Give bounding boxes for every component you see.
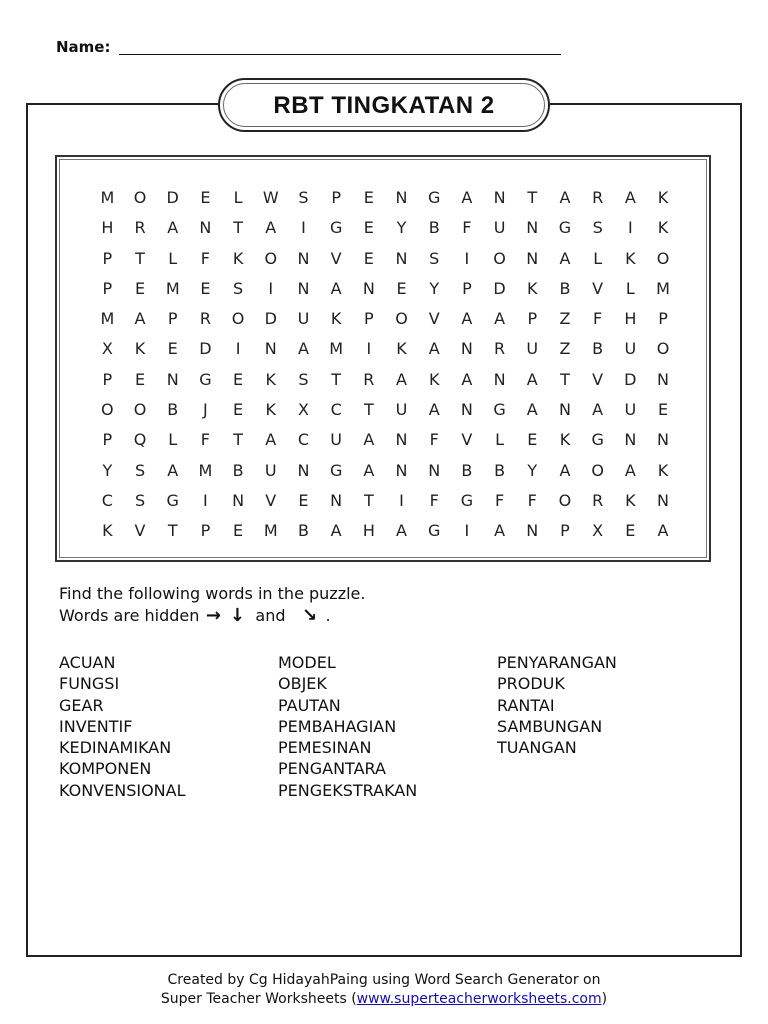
grid-letter: N xyxy=(558,400,571,420)
grid-letter: C xyxy=(330,400,342,420)
grid-letter: O xyxy=(493,248,506,268)
grid-letter: U xyxy=(493,218,506,238)
grid-letter: F xyxy=(200,248,210,268)
grid-letter: N xyxy=(199,218,212,238)
grid-letter: L xyxy=(168,430,178,450)
grid-letter: I xyxy=(268,278,274,298)
grid-letter: N xyxy=(297,248,310,268)
grid-letter: G xyxy=(428,188,441,207)
grid-letter: E xyxy=(527,430,538,450)
grid-letter: E xyxy=(363,248,374,268)
name-line xyxy=(119,54,561,55)
grid-letter: A xyxy=(167,218,179,238)
grid-letter: T xyxy=(527,188,538,207)
grid-letter: M xyxy=(100,188,115,207)
grid-letter: G xyxy=(493,400,506,420)
grid-letter: P xyxy=(364,309,374,329)
grid-letter: P xyxy=(102,278,113,298)
grid-letter: A xyxy=(657,521,669,541)
grid-letter: F xyxy=(494,490,505,510)
grid-letter: Z xyxy=(559,309,571,329)
grid-letter: R xyxy=(592,188,604,207)
grid-letter: Z xyxy=(559,339,571,359)
word-list-item: MODEL xyxy=(278,653,336,672)
grid-letter: A xyxy=(265,430,277,450)
grid-letter: E xyxy=(233,369,244,389)
word-search-grid xyxy=(91,183,679,547)
grid-letter: R xyxy=(134,218,146,238)
grid-letter: K xyxy=(265,400,277,420)
grid-letter: I xyxy=(203,490,208,510)
grid-letter: N xyxy=(526,248,539,268)
grid-row xyxy=(91,334,679,364)
grid-letter: R xyxy=(363,369,375,389)
grid-letter: J xyxy=(203,400,208,420)
word-list-item: PEMESINAN xyxy=(278,738,372,758)
grid-letter: A xyxy=(494,309,506,329)
grid-letter: K xyxy=(657,188,669,207)
grid-letter: O xyxy=(656,339,670,359)
grid-letter: B xyxy=(494,460,506,480)
grid-letter: T xyxy=(135,248,145,268)
grid-letter: I xyxy=(627,218,633,238)
grid-letter: U xyxy=(297,309,310,329)
grid-letter: B xyxy=(232,460,244,480)
grid-letter: D xyxy=(166,188,179,207)
grid-letter: K xyxy=(657,218,669,238)
grid-letter: G xyxy=(329,460,343,480)
grid-letter: F xyxy=(527,490,537,510)
grid-letter: N xyxy=(395,430,408,450)
grid-letter: L xyxy=(168,248,178,268)
word-list-item: PENGANTARA xyxy=(278,759,386,779)
grid-letter: N xyxy=(460,339,473,359)
grid-letter: F xyxy=(429,490,439,510)
grid-letter: Q xyxy=(133,430,147,450)
grid-letter: V xyxy=(592,369,604,389)
grid-letter: N xyxy=(232,490,245,510)
grid-letter: X xyxy=(101,339,113,359)
grid-letter: R xyxy=(199,309,211,329)
grid-letter: O xyxy=(231,309,245,329)
arrow-diagonal-icon: ↘ xyxy=(301,605,318,626)
grid-letter: N xyxy=(493,188,506,207)
grid-letter: B xyxy=(167,400,179,420)
grid-letter: N xyxy=(362,278,375,298)
grid-letter: G xyxy=(558,218,572,238)
word-list-item: FUNGSI xyxy=(59,674,120,694)
grid-letter: T xyxy=(560,369,570,389)
grid-letter: L xyxy=(233,188,243,207)
grid-letter: P xyxy=(102,369,113,389)
grid-letter: U xyxy=(624,339,637,359)
grid-letter: U xyxy=(395,400,408,420)
grid-letter: K xyxy=(134,339,146,359)
word-list-item: ACUAN xyxy=(59,653,116,672)
grid-letter: E xyxy=(625,521,636,541)
grid-letter: L xyxy=(593,248,603,268)
grid-letter: A xyxy=(134,309,146,329)
grid-letter: E xyxy=(363,218,374,238)
grid-letter: N xyxy=(297,460,310,480)
grid-letter: N xyxy=(264,339,277,359)
grid-letter: Y xyxy=(429,278,440,298)
grid-letter: A xyxy=(526,400,538,420)
grid-letter: V xyxy=(592,278,604,298)
grid-letter: A xyxy=(494,521,506,541)
grid-letter: N xyxy=(428,460,441,480)
grid-letter: K xyxy=(559,430,571,450)
grid-letter: A xyxy=(559,248,571,268)
grid-letter: E xyxy=(134,278,146,298)
grid-letter: P xyxy=(462,278,472,298)
grid-letter: I xyxy=(464,248,470,268)
grid-letter: L xyxy=(625,278,635,298)
word-list-item: KOMPONEN xyxy=(59,759,152,779)
grid-letter: O xyxy=(591,460,604,480)
title-banner xyxy=(218,78,550,132)
grid-letter: K xyxy=(396,339,407,359)
grid-letter: S xyxy=(429,248,440,268)
grid-letter: U xyxy=(330,430,343,450)
grid-letter: B xyxy=(297,521,309,541)
grid-letter: S xyxy=(298,188,309,207)
grid-row xyxy=(91,516,679,546)
grid-letter: N xyxy=(330,490,343,510)
grid-letter: P xyxy=(102,248,113,268)
grid-letter: A xyxy=(559,188,571,207)
grid-letter: H xyxy=(101,218,114,238)
grid-letter: A xyxy=(428,400,440,420)
grid-letter: W xyxy=(262,188,279,207)
grid-letter: U xyxy=(624,400,637,420)
grid-letter: E xyxy=(396,278,407,298)
grid-letter: A xyxy=(297,339,309,359)
word-list-item: KONVENSIONAL xyxy=(59,780,186,800)
grid-letter: N xyxy=(657,490,670,510)
word-list-item: PAUTAN xyxy=(278,695,341,715)
grid-letter: G xyxy=(428,521,441,541)
word-list-column-2 xyxy=(278,652,417,801)
grid-letter: N xyxy=(657,430,670,450)
grid-letter: O xyxy=(264,248,278,268)
grid-letter: T xyxy=(331,369,342,389)
grid-letter: F xyxy=(200,430,210,450)
grid-letter: A xyxy=(396,521,407,541)
grid-letter: K xyxy=(102,521,113,541)
footer-credit: Created by Cg HidayahPaing using Word Search Generator on xyxy=(167,972,601,988)
grid-letter: E xyxy=(657,400,669,420)
grid-letter: K xyxy=(527,278,538,298)
grid-row xyxy=(91,213,679,243)
grid-letter: V xyxy=(330,248,342,268)
grid-letter: V xyxy=(428,309,440,329)
grid-letter: N xyxy=(395,460,408,480)
grid-letter: V xyxy=(265,490,277,510)
grid-letter: A xyxy=(428,339,440,359)
grid-letter: U xyxy=(526,339,539,359)
grid-letter: N xyxy=(460,400,473,420)
grid-letter: I xyxy=(366,339,372,359)
grid-row xyxy=(91,425,679,455)
word-list-item: INVENTIF xyxy=(59,716,133,736)
grid-letter: A xyxy=(461,188,473,207)
grid-letter: N xyxy=(526,218,539,238)
grid-row xyxy=(91,486,679,516)
grid-letter: C xyxy=(101,490,113,510)
grid-letter: A xyxy=(396,369,407,389)
grid-letter: M xyxy=(100,309,115,329)
grid-letter: A xyxy=(559,460,571,480)
grid-letter: I xyxy=(235,339,241,359)
grid-row xyxy=(91,456,679,486)
word-list-item: SAMBUNGAN xyxy=(497,716,603,736)
grid-row xyxy=(91,304,679,334)
word-list-item: PEMBAHAGIAN xyxy=(278,716,397,736)
grid-letter: A xyxy=(624,460,636,480)
grid-letter: N xyxy=(657,369,670,389)
grid-letter: E xyxy=(233,521,244,541)
grid-letter: N xyxy=(297,278,310,298)
word-list-item: GEAR xyxy=(59,695,104,715)
grid-letter: N xyxy=(493,369,506,389)
grid-letter: X xyxy=(592,521,604,541)
grid-letter: F xyxy=(593,309,603,329)
grid-letter: G xyxy=(591,430,604,450)
grid-letter: P xyxy=(527,309,538,329)
worksheet-title: RBT TINGKATAN 2 xyxy=(273,92,495,119)
grid-letter: N xyxy=(166,369,179,389)
grid-letter: G xyxy=(199,369,212,389)
grid-letter: X xyxy=(297,400,309,420)
name-label: Name: xyxy=(56,38,111,56)
word-list-item: PENGEKSTRAKAN xyxy=(278,780,418,800)
grid-letter: E xyxy=(233,400,244,420)
grid-letter: R xyxy=(494,339,506,359)
grid-letter: S xyxy=(298,369,309,389)
grid-letter: T xyxy=(233,218,243,238)
grid-letter: A xyxy=(624,188,636,207)
grid-letter: B xyxy=(559,278,571,298)
grid-letter: N xyxy=(624,430,637,450)
grid-letter: Y xyxy=(527,460,538,480)
grid-letter: D xyxy=(624,369,637,389)
grid-letter: G xyxy=(166,490,179,510)
grid-letter: S xyxy=(134,490,146,510)
grid-row xyxy=(91,395,679,425)
grid-letter: K xyxy=(232,248,244,268)
grid-letter: P xyxy=(167,309,178,329)
grid-letter: B xyxy=(592,339,604,359)
grid-letter: E xyxy=(167,339,178,359)
grid-letter: E xyxy=(298,490,309,510)
grid-letter: N xyxy=(526,521,539,541)
instructions-and: and xyxy=(255,606,286,625)
footer xyxy=(0,971,768,1009)
grid-letter: K xyxy=(657,460,669,480)
grid-letter: D xyxy=(493,278,506,298)
grid-letter: T xyxy=(167,521,178,541)
grid-letter: E xyxy=(200,188,211,207)
grid-letter: I xyxy=(464,521,470,541)
grid-letter: A xyxy=(363,460,375,480)
grid-letter: B xyxy=(428,218,440,238)
grid-letter: B xyxy=(461,460,473,480)
grid-letter: P xyxy=(560,521,570,541)
grid-letter: A xyxy=(363,430,375,450)
grid-letter: O xyxy=(101,400,114,420)
grid-letter: E xyxy=(200,278,211,298)
instructions-line-2 xyxy=(59,605,365,627)
grid-letter: T xyxy=(363,400,374,420)
grid-letter: M xyxy=(329,339,344,359)
grid-letter: P xyxy=(331,188,341,207)
grid-letter: K xyxy=(265,369,277,389)
grid-letter: H xyxy=(624,309,637,329)
word-list-item: TUANGAN xyxy=(497,738,577,758)
grid-row xyxy=(91,183,679,213)
grid-letter: I xyxy=(301,218,306,238)
grid-letter: P xyxy=(658,309,668,329)
grid-letter: T xyxy=(233,430,243,450)
grid-letter: A xyxy=(167,460,179,480)
grid-letter: K xyxy=(625,490,636,510)
grid-letter: M xyxy=(656,278,670,298)
grid-letter: V xyxy=(461,430,473,450)
grid-letter: T xyxy=(363,490,374,510)
grid-letter: S xyxy=(592,218,603,238)
grid-letter: E xyxy=(363,188,374,207)
footer-source-prefix: Super Teacher Worksheets ( xyxy=(160,991,357,1007)
footer-source xyxy=(0,990,768,1009)
grid-letter: A xyxy=(330,278,342,298)
word-list-item: KEDINAMIKAN xyxy=(59,738,172,758)
grid-letter: S xyxy=(233,278,244,298)
grid-letter: O xyxy=(656,248,670,268)
grid-letter: S xyxy=(134,460,146,480)
grid-letter: A xyxy=(461,369,473,389)
grid-letter: R xyxy=(592,490,604,510)
grid-letter: A xyxy=(592,400,604,420)
word-list-column-1 xyxy=(59,652,186,801)
grid-letter: E xyxy=(134,369,146,389)
grid-letter: A xyxy=(265,218,277,238)
word-list-column-3 xyxy=(497,652,617,758)
grid-letter: Y xyxy=(396,218,407,238)
grid-letter: A xyxy=(526,369,538,389)
arrow-right-icon: → xyxy=(205,605,221,626)
word-list-item: RANTAI xyxy=(497,695,555,715)
word-list-item: PENYARANGAN xyxy=(497,653,617,672)
grid-letter: D xyxy=(199,339,212,359)
grid-letter: K xyxy=(625,248,636,268)
grid-letter: M xyxy=(263,521,278,541)
instructions-line-1: Find the following words in the puzzle. xyxy=(59,584,366,603)
grid-letter: O xyxy=(395,309,408,329)
word-list-item: OBJEK xyxy=(278,674,327,694)
instructions xyxy=(59,583,365,627)
grid-letter: F xyxy=(429,430,439,450)
grid-letter: L xyxy=(495,430,505,450)
arrow-down-icon: ↓ xyxy=(229,605,245,626)
grid-letter: P xyxy=(200,521,211,541)
grid-row xyxy=(91,244,679,274)
grid-letter: O xyxy=(558,490,572,510)
grid-letter: U xyxy=(264,460,277,480)
grid-letter: K xyxy=(428,369,440,389)
grid-letter: G xyxy=(329,218,343,238)
grid-letter: G xyxy=(460,490,474,510)
grid-letter: A xyxy=(330,521,342,541)
grid-letter: O xyxy=(133,400,147,420)
grid-letter: V xyxy=(134,521,146,541)
footer-link[interactable]: www.superteacherworksheets.com xyxy=(356,991,602,1007)
instructions-prefix: Words are hidden xyxy=(59,606,200,625)
grid-letter: K xyxy=(330,309,342,329)
grid-letter: D xyxy=(264,309,277,329)
grid-letter: M xyxy=(198,460,213,480)
grid-letter: O xyxy=(133,188,147,207)
footer-source-suffix: ) xyxy=(601,991,608,1007)
grid-letter: I xyxy=(399,490,404,510)
grid-letter: C xyxy=(297,430,310,450)
instructions-period: . xyxy=(325,606,331,625)
grid-letter: H xyxy=(362,521,375,541)
grid-letter: P xyxy=(102,430,113,450)
grid-row xyxy=(91,365,679,395)
grid-letter: M xyxy=(165,278,180,298)
grid-letter: N xyxy=(395,188,408,207)
grid-letter: A xyxy=(461,309,473,329)
grid-letter: F xyxy=(462,218,472,238)
grid-letter: Y xyxy=(102,460,113,480)
grid-row xyxy=(91,274,679,304)
word-list-item: PRODUK xyxy=(497,674,565,694)
grid-letter: N xyxy=(395,248,408,268)
